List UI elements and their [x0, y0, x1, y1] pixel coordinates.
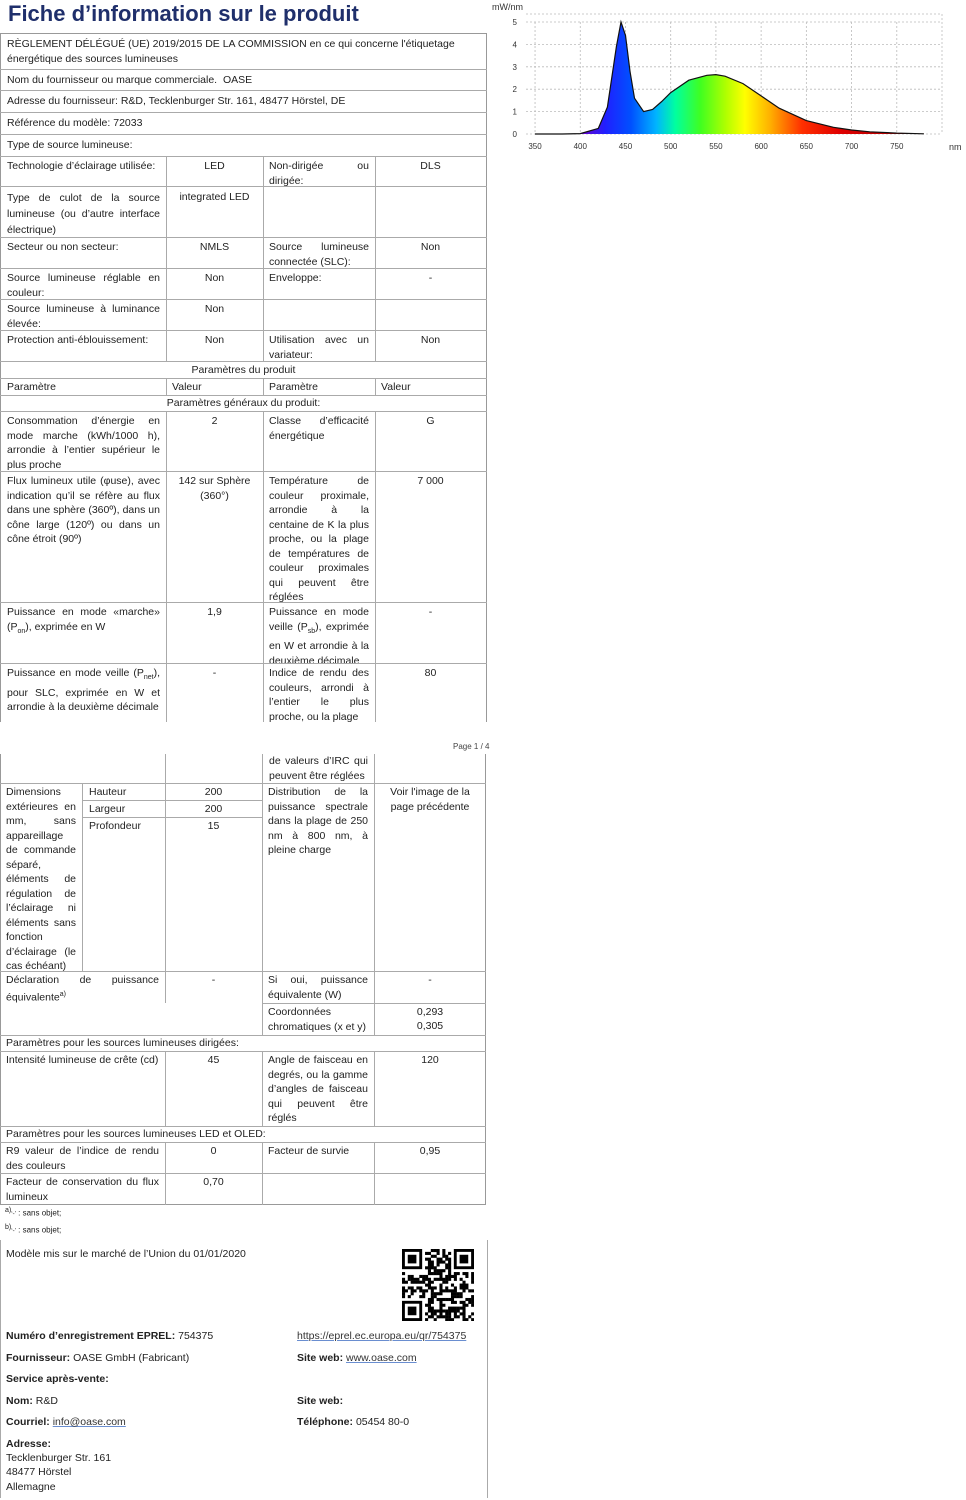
- qr-code-icon[interactable]: [402, 1249, 474, 1321]
- param-value: 80: [424, 667, 437, 679]
- y-tick-label: 1: [512, 107, 517, 117]
- param-value: LED: [204, 160, 225, 172]
- model-ref-label: Référence du modèle:: [7, 117, 111, 129]
- eprel-row: [6, 1330, 213, 1342]
- source-type-row: [0, 186, 487, 237]
- param-label: Flux lumineux utile (φuse), avec indication qu’il se réfère au flux dans une sphère (360º), dans un cône large (120º) ou dans un cône étroit (90º): [7, 475, 160, 545]
- footnote: $^{a)}$‘-’ : sans objet;: [5, 1207, 62, 1218]
- product-params-heading-row: [0, 361, 487, 378]
- survival-label: Facteur de survie: [268, 1145, 350, 1157]
- param-label: Consommation d’énergie en mode marche (kWh/1000 h), arrondie à l’entier supérieur le plus proche: [7, 415, 160, 471]
- email-label: Courriel:: [6, 1416, 50, 1428]
- lumen-maint-label: Facteur de conservation du flux lumineux: [6, 1176, 159, 1203]
- supplier-row: [6, 1352, 189, 1364]
- address-line: 48477 Hörstel: [6, 1466, 72, 1478]
- general-params-heading-row: [0, 395, 487, 411]
- survival-value: 0,95: [419, 1145, 441, 1157]
- param-label: Type de culot de la source lumineuse (ou d’autre interface électrique): [7, 192, 160, 236]
- supplier-address-label: Adresse du fournisseur:: [7, 95, 118, 107]
- x-tick-label: 450: [618, 142, 633, 151]
- x-tick-label: 550: [709, 142, 723, 151]
- phone-value: 05454 80-0: [355, 1416, 410, 1428]
- peak-intensity-label: Intensité lumineuse de crête (cd): [6, 1054, 159, 1066]
- general-param-row: [0, 471, 487, 602]
- param-value: G: [426, 415, 435, 427]
- param-value: Non: [204, 272, 225, 284]
- param-value: DLS: [420, 160, 441, 172]
- param-value: 142 sur Sphère (360°): [178, 475, 251, 502]
- param-label: Source lumineuse réglable en couleur:: [7, 272, 160, 299]
- supplier-web-row: [297, 1352, 417, 1364]
- address-line: Allemagne: [6, 1481, 56, 1493]
- directed-heading: Paramètres pour les sources lumineuses dirigées:: [6, 1037, 239, 1049]
- beam-angle-value: 120: [421, 1054, 439, 1066]
- column-header: Valeur: [172, 381, 202, 393]
- column-header: Valeur: [381, 381, 411, 393]
- supplier-name-row: [0, 69, 487, 90]
- param-label: Puissance en mode veille $(P_{net})$, pour SLC, exprimée en W et arrondie à la deuxième décimale: [7, 667, 160, 714]
- x-tick-label: 400: [573, 142, 587, 151]
- spectrum-chart: [490, 0, 966, 160]
- r9-value: 0: [210, 1145, 217, 1157]
- param-value: 2: [211, 415, 218, 427]
- equiv-value: -: [211, 974, 216, 986]
- x-tick-label: 600: [754, 142, 768, 151]
- param-value: Non: [420, 334, 441, 346]
- regulation-text: RÈGLEMENT DÉLÉGUÉ (UE) 2019/2015 DE LA COMMISSION en ce qui concerne l'étiquetage énergétique des sources lumineuses: [7, 38, 455, 65]
- page-number: Page 1 / 4: [453, 742, 490, 751]
- x-tick-label: 700: [844, 142, 859, 151]
- supplier-address-value: R&D, Tecklenburger Str. 161, 48477 Hörstel, DE: [120, 95, 346, 107]
- general-param-row: [0, 602, 487, 667]
- param-label-continued: de valeurs d’IRC qui peuvent être réglées: [269, 755, 368, 782]
- param-label: Technologie d’éclairage utilisée:: [7, 160, 156, 172]
- supplier-address-row: [0, 90, 487, 112]
- dim-key-height: Hauteur: [89, 786, 127, 798]
- param-label: Enveloppe:: [269, 272, 322, 284]
- y-tick-label: 2: [512, 85, 517, 95]
- param-label: Puissance en mode «marche» $(P_{on})$, exprimée en W: [7, 606, 160, 635]
- param-label: Température de couleur proximale, arrondie à la centaine de K la plus proche, ou la plage de températures de couleur proximales qui peuvent être réglées: [269, 475, 369, 603]
- peak-intensity-value: 45: [207, 1054, 220, 1066]
- eprel-value: 754375: [178, 1330, 214, 1342]
- dim-value-depth: 15: [207, 820, 220, 832]
- eprel-label: Numéro d’enregistrement EPREL:: [6, 1330, 176, 1342]
- param-label: Protection anti-éblouissement:: [7, 334, 149, 346]
- model-ref-row: [0, 112, 487, 134]
- param-value: Non: [420, 241, 441, 253]
- source-type-row: [0, 237, 487, 268]
- led-heading: Paramètres pour les sources lumineuses LED et OLED:: [6, 1128, 266, 1140]
- supplier-label: Fournisseur:: [6, 1352, 71, 1364]
- general-param-row: [0, 663, 487, 722]
- y-tick-label: 3: [512, 62, 517, 72]
- equiv-power-value: -: [428, 974, 432, 986]
- param-value: -: [212, 667, 217, 679]
- dim-value-height: 200: [204, 786, 223, 798]
- footnote: $^{b)}$‘-’ : sans objet;: [5, 1224, 62, 1235]
- y-tick-label: 0: [512, 130, 517, 139]
- market-date: Modèle mis sur le marché de l’Union du 01/01/2020: [6, 1248, 246, 1260]
- general-param-row: [0, 411, 487, 471]
- param-value: integrated LED: [179, 191, 250, 203]
- product-params-heading: Paramètres du produit: [191, 364, 296, 376]
- source-type-heading: Type de source lumineuse:: [7, 139, 133, 151]
- param-value: -: [428, 606, 433, 618]
- source-type-row: [0, 156, 487, 186]
- column-header: Paramètre: [7, 381, 57, 393]
- param-label: Puissance en mode veille $(P_{sb})$, exprimée en W et arrondie à la deuxième décimale: [269, 606, 369, 667]
- lumen-maint-value: 0,70: [203, 1176, 224, 1188]
- name-value: R&D: [35, 1395, 58, 1407]
- x-tick-label: 500: [664, 142, 678, 151]
- dim-key-width: Largeur: [89, 803, 126, 815]
- param-label: Source lumineuse à luminance élevée:: [7, 303, 160, 330]
- phone-row: [297, 1416, 409, 1428]
- param-label: Non-dirigée ou dirigée:: [269, 160, 369, 187]
- x-tick-label: 750: [890, 142, 904, 151]
- email-link[interactable]: info@oase.com: [52, 1416, 126, 1428]
- dimensions-label: Dimensions extérieures en mm, sans appareillage de commande séparé, éléments de régulation de l’éclairage ni éléments sans fonction d’éclairage (le cas échéant): [6, 786, 76, 972]
- address-line: Tecklenburger Str. 161: [6, 1452, 112, 1464]
- spd-label: Distribution de la puissance spectrale dans la plage de 250 nm à 800 nm, à pleine charge: [268, 786, 368, 856]
- source-type-row: [0, 330, 487, 361]
- dim-key-depth: Profondeur: [89, 820, 141, 832]
- x-axis-label: nm: [949, 142, 962, 152]
- equiv-label: Déclaration de puissance équivalente$^{a)}$: [6, 974, 159, 1003]
- param-label: Utilisation avec un variateur:: [269, 334, 369, 361]
- param-label: Secteur ou non secteur:: [7, 241, 119, 253]
- column-header-row: [0, 378, 487, 395]
- param-value: -: [428, 272, 433, 284]
- supplier-name-value: OASE: [222, 74, 253, 86]
- y-tick-label: 4: [512, 40, 517, 50]
- y-axis-label: mW/nm: [492, 2, 523, 12]
- x-tick-label: 650: [799, 142, 814, 151]
- source-type-row: [0, 299, 487, 330]
- param-value: Non: [204, 334, 225, 346]
- equiv-power-label: Si oui, puissance équivalente (W): [268, 974, 368, 1001]
- source-type-row: [0, 268, 487, 299]
- param-value: 1,9: [207, 606, 222, 618]
- general-params-heading: Paramètres généraux du produit:: [166, 397, 321, 409]
- after-sales-name-row: [6, 1395, 58, 1407]
- param-value: 7 000: [417, 475, 444, 487]
- page-title: Fiche d’information sur le produit: [8, 1, 359, 26]
- r9-label: R9 valeur de l’indice de rendu des couleurs: [6, 1145, 159, 1172]
- web-label: Site web:: [297, 1352, 344, 1364]
- eprel-link[interactable]: https://eprel.ec.europa.eu/qr/754375: [297, 1330, 467, 1342]
- param-label: Indice de rendu des couleurs, arrondi à l’entier le plus proche, ou la plage: [269, 667, 369, 723]
- address-label: Adresse:: [6, 1438, 51, 1450]
- email-row: [6, 1416, 126, 1428]
- param-label: Source lumineuse connectée (SLC):: [269, 241, 369, 268]
- beam-angle-label: Angle de faisceau en degrés, ou la gamme d’angles de faisceau qui peuvent être réglés: [268, 1054, 368, 1124]
- chroma-value-y: 0,305: [416, 1020, 444, 1032]
- spd-value: Voir l'image de la page précédente: [390, 786, 470, 813]
- dim-value-width: 200: [204, 803, 223, 815]
- y-tick-label: 5: [512, 18, 517, 27]
- param-value: Non: [204, 303, 225, 315]
- name-label: Nom:: [6, 1395, 33, 1407]
- supplier-value: OASE GmbH (Fabricant): [73, 1352, 190, 1364]
- phone-label: Téléphone:: [297, 1416, 354, 1428]
- chroma-label: Coordonnées chromatiques (x et y): [268, 1006, 367, 1033]
- chroma-value-x: 0,293: [416, 1006, 444, 1018]
- column-header: Paramètre: [269, 381, 319, 393]
- param-value: NMLS: [199, 241, 230, 253]
- after-sales-web-label: Site web:: [297, 1395, 344, 1407]
- model-ref-value: 72033: [113, 117, 143, 129]
- param-label: Classe d’efficacité énergétique: [269, 415, 369, 442]
- supplier-web-link[interactable]: www.oase.com: [346, 1352, 417, 1364]
- x-tick-label: 350: [528, 142, 542, 151]
- source-type-heading-row: [0, 134, 487, 156]
- supplier-name-label: Nom du fournisseur ou marque commerciale.: [7, 74, 218, 86]
- after-sales-heading: Service après-vente:: [6, 1373, 109, 1385]
